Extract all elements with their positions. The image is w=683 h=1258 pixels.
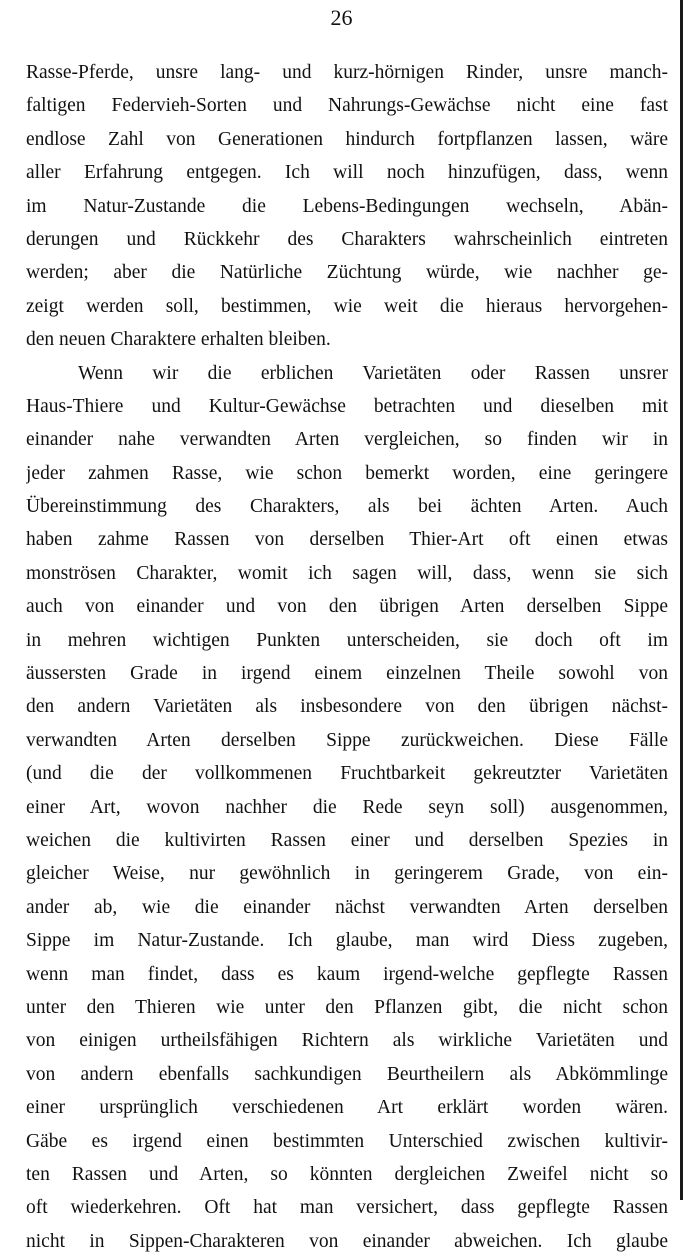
text-line: jeder zahmen Rasse, wie schon bemerkt worden, eine geringere [26, 462, 668, 484]
text-line: weichen die kultivirten Rassen einer und derselben Spezies in [26, 829, 668, 851]
text-line: verwandten Arten derselben Sippe zurückweichen. Diese Fälle [26, 729, 668, 751]
text-line: ander ab, wie die einander nächst verwandten Arten derselben [26, 896, 668, 918]
body-text [26, 56, 668, 1258]
text-line: einander nahe verwandten Arten vergleichen, so finden wir in [26, 429, 668, 451]
text-line: auch von einander und von den übrigen Arten derselben Sippe [26, 596, 668, 618]
paragraph-end-line: den neuen Charaktere erhalten bleiben. [26, 329, 331, 351]
text-line: werden; aber die Natürliche Züchtung würde, wie nachher ge- [26, 262, 668, 284]
text-line: monströsen Charakter, womit ich sagen will, dass, wenn sie sich [26, 562, 668, 584]
text-line: endlose Zahl von Generationen hindurch fortpflanzen lassen, wäre [26, 128, 668, 150]
text-line: Gäbe es irgend einen bestimmten Unterschied zwischen kultivir- [26, 1130, 668, 1152]
text-line: Übereinstimmung des Charakters, als bei ächten Arten. Auch [26, 496, 668, 518]
text-line: Haus-Thiere und Kultur-Gewächse betrachten und dieselben mit [26, 395, 668, 417]
text-line: unter den Thieren wie unter den Pflanzen gibt, die nicht schon [26, 996, 668, 1018]
text-line: haben zahme Rassen von derselben Thier-Art oft einen etwas [26, 529, 668, 551]
text-line: derungen und Rückkehr des Charakters wahrscheinlich eintreten [26, 228, 668, 250]
text-line: Sippe im Natur-Zustande. Ich glaube, man wird Diess zugeben, [26, 930, 668, 952]
text-line: wenn man findet, dass es kaum irgend-welche gepflegte Rassen [26, 963, 668, 985]
text-line: gleicher Weise, nur gewöhnlich in geringerem Grade, von ein- [26, 863, 668, 885]
text-line: im Natur-Zustande die Lebens-Bedingungen wechseln, Abän- [26, 195, 668, 217]
text-line: (und die der vollkommenen Fruchtbarkeit gekreutzter Varietäten [26, 763, 668, 785]
text-line: faltigen Federvieh-Sorten und Nahrungs-Gewächse nicht eine fast [26, 95, 668, 117]
text-line: den andern Varietäten als insbesondere von den übrigen nächst- [26, 696, 668, 718]
text-line: Rasse-Pferde, unsre lang- und kurz-hörnigen Rinder, unsre manch- [26, 62, 668, 83]
text-line: von andern ebenfalls sachkundigen Beurtheilern als Abkömmlinge [26, 1063, 668, 1085]
text-line: oft wiederkehren. Oft hat man versichert, dass gepflegte Rassen [26, 1197, 668, 1219]
text-line: einer Art, wovon nachher die Rede seyn soll) ausgenommen, [26, 796, 668, 818]
text-line: in mehren wichtigen Punkten unterscheiden, sie doch oft im [26, 629, 668, 651]
text-line: einer ursprünglich verschiedenen Art erklärt worden wären. [26, 1097, 668, 1119]
text-line: zeigt werden soll, bestimmen, wie weit die hieraus hervorgehen- [26, 295, 668, 317]
text-line: äussersten Grade in irgend einem einzelnen Theile sowohl von [26, 663, 668, 685]
page-number: 26 [330, 5, 353, 30]
text-line: aller Erfahrung entgegen. Ich will noch hinzufügen, dass, wenn [26, 162, 668, 184]
paragraph-start-line: Wenn wir die erblichen Varietäten oder Rassen unsrer [78, 362, 668, 384]
text-line: ten Rassen und Arten, so könnten dergleichen Zweifel nicht so [26, 1163, 668, 1185]
text-line: von einigen urtheilsfähigen Richtern als wirkliche Varietäten und [26, 1030, 668, 1052]
text-line: nicht in Sippen-Charakteren von einander abweichen. Ich glaube [26, 1230, 668, 1252]
